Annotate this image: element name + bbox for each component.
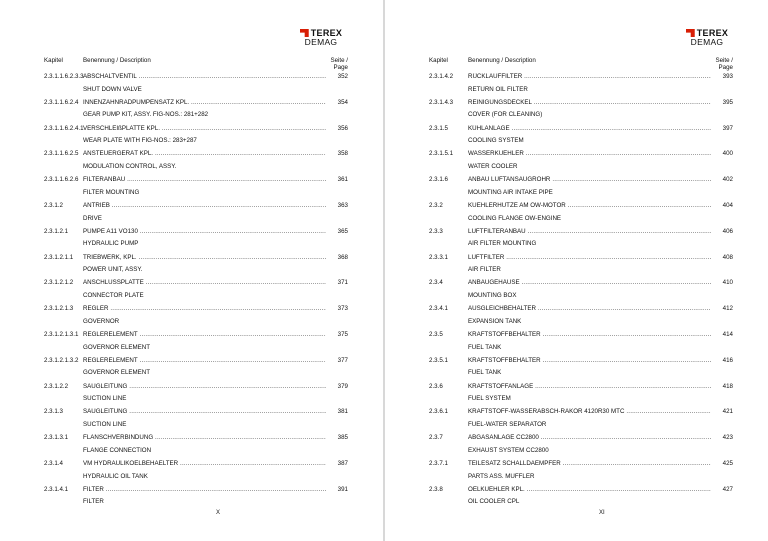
toc-list	[44, 73, 348, 512]
toc-entry-page-number: 365	[326, 228, 348, 235]
toc-entry[interactable]	[429, 279, 733, 305]
toc-entry-chapter-number: 2.3.1.6	[429, 176, 448, 184]
toc-entry-german-title: ABSCHALTVENTIL .....	[83, 73, 326, 80]
toc-entry[interactable]	[429, 228, 733, 254]
toc-entry-german-title: LUFTFILTERANBAU .....	[468, 228, 711, 235]
toc-entry[interactable]	[44, 73, 348, 99]
toc-entry-english-title: FUEL-WATER SEPARATOR	[468, 421, 547, 429]
toc-entry-page-number: 412	[711, 305, 733, 312]
toc-entry-german-title: INNENZAHNRADPUMPENSATZ KPL. .....	[83, 99, 326, 106]
logo-brand-top: TEREX	[696, 28, 729, 38]
column-header-kapitel: Kapitel	[44, 57, 63, 64]
toc-entry-chapter-number: 2.3.6.1	[429, 408, 448, 416]
column-header-page	[695, 57, 733, 71]
toc-entry-chapter-number: 2.3.1.4.2	[429, 73, 454, 80]
column-header-page-line1: Seite /	[330, 57, 348, 64]
toc-entry[interactable]	[44, 202, 348, 228]
toc-entry-chapter-number: 2.3.1.1.6.2.4.1	[44, 124, 84, 132]
toc-entry-english-title: HYDRAULIC PUMP	[83, 240, 139, 248]
toc-entry-german-title: REGLERELEMENT .....	[83, 357, 326, 364]
toc-entry[interactable]	[429, 202, 733, 228]
toc-entry-english-title: SUCTION LINE	[83, 395, 127, 403]
toc-entry-page-number: 371	[326, 279, 348, 286]
toc-entry-chapter-number: 2.3.1.4.1	[44, 485, 69, 493]
toc-entry-page-number: 416	[711, 357, 733, 364]
toc-entry-english-title: GOVERNOR	[83, 317, 120, 325]
toc-entry-english-title: CONNECTOR PLATE	[83, 292, 144, 300]
terex-logo-mark-icon	[300, 29, 309, 37]
toc-entry-german-title: WASSERKUEHLER .....	[468, 150, 711, 157]
toc-entry-chapter-number: 2.3.1.2.1.3.1	[44, 330, 79, 338]
toc-entry[interactable]	[429, 73, 733, 99]
toc-entry-page-number: 361	[326, 176, 348, 183]
toc-entry[interactable]	[429, 460, 733, 486]
toc-entry-page-number: 373	[326, 305, 348, 312]
column-header-page	[310, 57, 348, 71]
toc-entry-page-number: 418	[711, 383, 733, 390]
toc-list	[429, 73, 733, 512]
toc-entry-page-number: 421	[711, 408, 733, 415]
toc-entry-chapter-number: 2.3.1.3	[44, 408, 63, 416]
toc-entry-german-title: KRAFTSTOFF-WASSERABSCH-RAKOR 4120R30 MTC .....	[468, 408, 711, 415]
toc-entry-german-title: ANSTEUERGERÄT KPL. .....	[83, 150, 326, 157]
terex-demag-logo	[297, 28, 345, 47]
toc-entry-chapter-number: 2.3.1.1.6.2.4	[44, 98, 79, 106]
toc-entry-chapter-number: 2.3.1.4.3	[429, 98, 454, 106]
toc-entry-chapter-number: 2.3.1.2.1	[44, 227, 69, 235]
toc-entry-chapter-number: 2.3.4	[429, 279, 443, 287]
toc-entry-chapter-number: 2.3.1.1.6.2.6	[44, 176, 79, 184]
toc-entry-chapter-number: 2.3.4.1	[429, 305, 448, 313]
toc-entry-english-title: FILTER MOUNTING	[83, 188, 140, 196]
toc-entry-german-title: SAUGLEITUNG .....	[83, 383, 326, 390]
toc-entry-chapter-number: 2.3.1.3.1	[44, 434, 69, 442]
document-page-right	[385, 0, 768, 541]
toc-entry[interactable]	[44, 460, 348, 486]
toc-entry[interactable]	[44, 176, 348, 202]
toc-entry-english-title: AIR FILTER	[468, 266, 501, 274]
toc-entry-chapter-number: 2.3.5	[429, 330, 443, 338]
toc-entry[interactable]	[429, 383, 733, 409]
toc-entry-german-title: VM HYDRAULIKOELBEHAELTER .....	[83, 460, 326, 467]
toc-entry-english-title: COOLING FLANGE OW-ENGINE	[468, 214, 562, 222]
toc-entry[interactable]	[429, 125, 733, 151]
toc-entry[interactable]	[429, 254, 733, 280]
toc-entry-english-title: DRIVE	[83, 214, 102, 222]
toc-entry-german-title: OELKUEHLER KPL. .....	[468, 486, 711, 493]
toc-entry-german-title: ANTRIEB .....	[83, 202, 326, 209]
toc-entry-chapter-number: 2.3.1.2.1.1	[44, 253, 74, 261]
toc-entry-german-title: LUFTFILTER .....	[468, 254, 711, 261]
toc-entry-chapter-number: 2.3.1.5.1	[429, 150, 454, 158]
toc-entry[interactable]	[44, 357, 348, 383]
column-header-description: Benennung / Description	[468, 57, 536, 64]
toc-entry[interactable]	[44, 408, 348, 434]
toc-entry-page-number: 377	[326, 357, 348, 364]
toc-entry-page-number: 427	[711, 486, 733, 493]
toc-entry-chapter-number: 2.3.1.1.6.2.5	[44, 150, 79, 158]
toc-entry-german-title: VERSCHLEIßPLATTE KPL. .....	[83, 125, 326, 132]
toc-entry-page-number: 385	[326, 434, 348, 441]
toc-entry[interactable]	[429, 434, 733, 460]
toc-entry[interactable]	[429, 486, 733, 512]
toc-entry[interactable]	[44, 434, 348, 460]
toc-entry-german-title: ANBAUGEHÄUSE .....	[468, 279, 711, 286]
toc-entry-english-title: FUEL TANK	[468, 369, 502, 377]
toc-entry-page-number: 358	[326, 150, 348, 157]
toc-entry-page-number: 379	[326, 383, 348, 390]
toc-entry[interactable]	[44, 279, 348, 305]
toc-entry-chapter-number: 2.3.3.1	[429, 253, 448, 261]
toc-entry-german-title: REINIGUNGSDECKEL .....	[468, 99, 711, 106]
toc-entry-english-title: OIL COOLER CPL	[468, 498, 520, 506]
toc-entry-english-title: MODULATION CONTROL, ASSY.	[83, 163, 177, 171]
toc-entry-page-number: 406	[711, 228, 733, 235]
toc-entry-german-title: KRAFTSTOFFANLAGE .....	[468, 383, 711, 390]
toc-entry-page-number: 400	[711, 150, 733, 157]
toc-entry[interactable]	[429, 305, 733, 331]
toc-entry[interactable]	[429, 99, 733, 125]
toc-entry-chapter-number: 2.3.2	[429, 201, 443, 209]
toc-entry-english-title: EXHAUST SYSTEM CC2800	[468, 446, 549, 454]
toc-entry[interactable]	[44, 254, 348, 280]
toc-entry-chapter-number: 2.3.1.2	[44, 201, 63, 209]
toc-entry-chapter-number: 2.3.1.2.1.3.2	[44, 356, 79, 364]
logo-brand-top: TEREX	[310, 28, 343, 38]
toc-entry-german-title: AUSGLEICHBEHÄLTER .....	[468, 305, 711, 312]
toc-entry-german-title: KÜHLANLAGE .....	[468, 125, 711, 132]
logo-brand-bottom: DEMAG	[304, 37, 338, 47]
toc-entry-chapter-number: 2.3.1.4	[44, 459, 63, 467]
toc-entry-chapter-number: 2.3.1.2.1.2	[44, 279, 74, 287]
toc-entry[interactable]	[429, 150, 733, 176]
toc-entry-german-title: FLANSCHVERBINDUNG .....	[83, 434, 326, 441]
toc-entry[interactable]	[44, 99, 348, 125]
toc-entry-page-number: 381	[326, 408, 348, 415]
toc-entry-page-number: 425	[711, 460, 733, 467]
toc-entry-german-title: ABGASANLAGE CC2800 .....	[468, 434, 711, 441]
toc-entry-german-title: FILTERANBAU .....	[83, 176, 326, 183]
toc-entry[interactable]	[44, 125, 348, 151]
toc-entry-page-number: 397	[711, 125, 733, 132]
toc-entry[interactable]	[44, 150, 348, 176]
document-page-left	[0, 0, 383, 541]
toc-entry-page-number: 391	[326, 486, 348, 493]
toc-entry-english-title: COOLING SYSTEM	[468, 137, 524, 145]
toc-entry-chapter-number: 2.3.5.1	[429, 356, 448, 364]
toc-entry-page-number: 356	[326, 125, 348, 132]
column-header-page-line1: Seite /	[715, 57, 733, 64]
toc-entry-english-title: FUEL TANK	[468, 343, 502, 351]
page-footer-number: XI	[599, 510, 605, 516]
toc-entry-english-title: GEAR PUMP KIT, ASSY. FIG-NOS.: 281+282	[83, 111, 209, 119]
toc-entry-english-title: FILTER	[83, 498, 104, 506]
page-footer-number: X	[216, 510, 221, 516]
toc-entry-german-title: REGLER .....	[83, 305, 326, 312]
toc-entry-german-title: ANBAU LUFTANSAUGROHR .....	[468, 176, 711, 183]
toc-entry[interactable]	[429, 357, 733, 383]
toc-entry-chapter-number: 2.3.1.5	[429, 124, 448, 132]
toc-entry-german-title: TEILESATZ SCHALLDAEMPFER .....	[468, 460, 711, 467]
terex-demag-logo	[683, 28, 731, 47]
toc-entry-chapter-number: 2.3.7.1	[429, 459, 448, 467]
toc-entry-page-number: 414	[711, 331, 733, 338]
toc-entry-english-title: COVER (FOR CLEANING)	[468, 111, 543, 119]
toc-entry[interactable]	[44, 305, 348, 331]
toc-entry-english-title: SUCTION LINE	[83, 421, 127, 429]
toc-entry-page-number: 352	[326, 73, 348, 80]
toc-entry-english-title: FLANGE CONNECTION	[83, 446, 152, 454]
toc-entry-german-title: KUEHLERHUTZE AM OW-MOTOR .....	[468, 202, 711, 209]
toc-entry-german-title: KRAFTSTOFFBEHÄLTER .....	[468, 357, 711, 364]
toc-entry-english-title: GOVERNOR ELEMENT	[83, 343, 151, 351]
toc-entry-german-title: SAUGLEITUNG .....	[83, 408, 326, 415]
toc-entry[interactable]	[44, 486, 348, 512]
toc-entry-german-title: ANSCHLUSSPLATTE .....	[83, 279, 326, 286]
toc-entry-english-title: PARTS ASS. MUFFLER	[468, 472, 535, 480]
toc-entry-page-number: 363	[326, 202, 348, 209]
logo-brand-bottom: DEMAG	[690, 37, 724, 47]
toc-entry-page-number: 404	[711, 202, 733, 209]
toc-entry[interactable]	[429, 176, 733, 202]
toc-entry-english-title: RETURN OIL FILTER	[468, 85, 528, 93]
toc-entry-english-title: AIR FILTER MOUNTING	[468, 240, 537, 248]
toc-entry-english-title: WATER COOLER	[468, 163, 518, 171]
toc-entry-english-title: MOUNTING BOX	[468, 292, 517, 300]
toc-entry[interactable]	[429, 408, 733, 434]
toc-entry[interactable]	[44, 383, 348, 409]
toc-entry-german-title: PUMPE A11 VO130 .....	[83, 228, 326, 235]
toc-entry-german-title: FILTER .....	[83, 486, 326, 493]
toc-entry-page-number: 395	[711, 99, 733, 106]
toc-entry-chapter-number: 2.3.7	[429, 434, 443, 442]
toc-entry-chapter-number: 2.3.3	[429, 227, 443, 235]
toc-entry-page-number: 368	[326, 254, 348, 261]
toc-entry-page-number: 387	[326, 460, 348, 467]
toc-entry-english-title: EXPANSION TANK	[468, 317, 522, 325]
toc-entry-german-title: TRIEBWERK, KPL. .....	[83, 254, 326, 261]
toc-entry-page-number: 408	[711, 254, 733, 261]
toc-entry-german-title: KRAFTSTOFFBEHÄLTER .....	[468, 331, 711, 338]
toc-entry-english-title: SHUT DOWN VALVE	[83, 85, 142, 93]
toc-entry-chapter-number: 2.3.1.1.6.2.3.3	[44, 73, 84, 80]
toc-entry-page-number: 402	[711, 176, 733, 183]
toc-entry-german-title: REGLERELEMENT .....	[83, 331, 326, 338]
toc-entry-chapter-number: 2.3.6	[429, 382, 443, 390]
terex-logo-mark-icon	[686, 29, 695, 37]
column-header-page-line2: Page	[333, 64, 348, 71]
toc-entry[interactable]	[44, 331, 348, 357]
toc-entry-chapter-number: 2.3.8	[429, 485, 443, 493]
toc-entry-german-title: RÜCKLAUFFILTER .....	[468, 73, 711, 80]
toc-entry-page-number: 410	[711, 279, 733, 286]
toc-entry-english-title: FUEL SYSTEM	[468, 395, 511, 403]
toc-entry-chapter-number: 2.3.1.2.1.3	[44, 305, 74, 313]
toc-entry-english-title: MOUNTING AIR INTAKE PIPE	[468, 188, 553, 196]
toc-entry-page-number: 423	[711, 434, 733, 441]
toc-entry[interactable]	[429, 331, 733, 357]
toc-entry[interactable]	[44, 228, 348, 254]
column-header-page-line2: Page	[718, 64, 733, 71]
toc-entry-chapter-number: 2.3.1.2.2	[44, 382, 69, 390]
column-header-description: Benennung / Description	[83, 57, 151, 64]
column-header-kapitel: Kapitel	[429, 57, 448, 64]
toc-entry-english-title: HYDRAULIC OIL TANK	[83, 472, 148, 480]
toc-entry-english-title: WEAR PLATE WITH FIG-NOS.: 283+287	[83, 137, 197, 145]
toc-entry-english-title: POWER UNIT, ASSY.	[83, 266, 143, 274]
toc-entry-english-title: GOVERNOR ELEMENT	[83, 369, 151, 377]
toc-entry-page-number: 393	[711, 73, 733, 80]
toc-entry-page-number: 354	[326, 99, 348, 106]
toc-entry-page-number: 375	[326, 331, 348, 338]
